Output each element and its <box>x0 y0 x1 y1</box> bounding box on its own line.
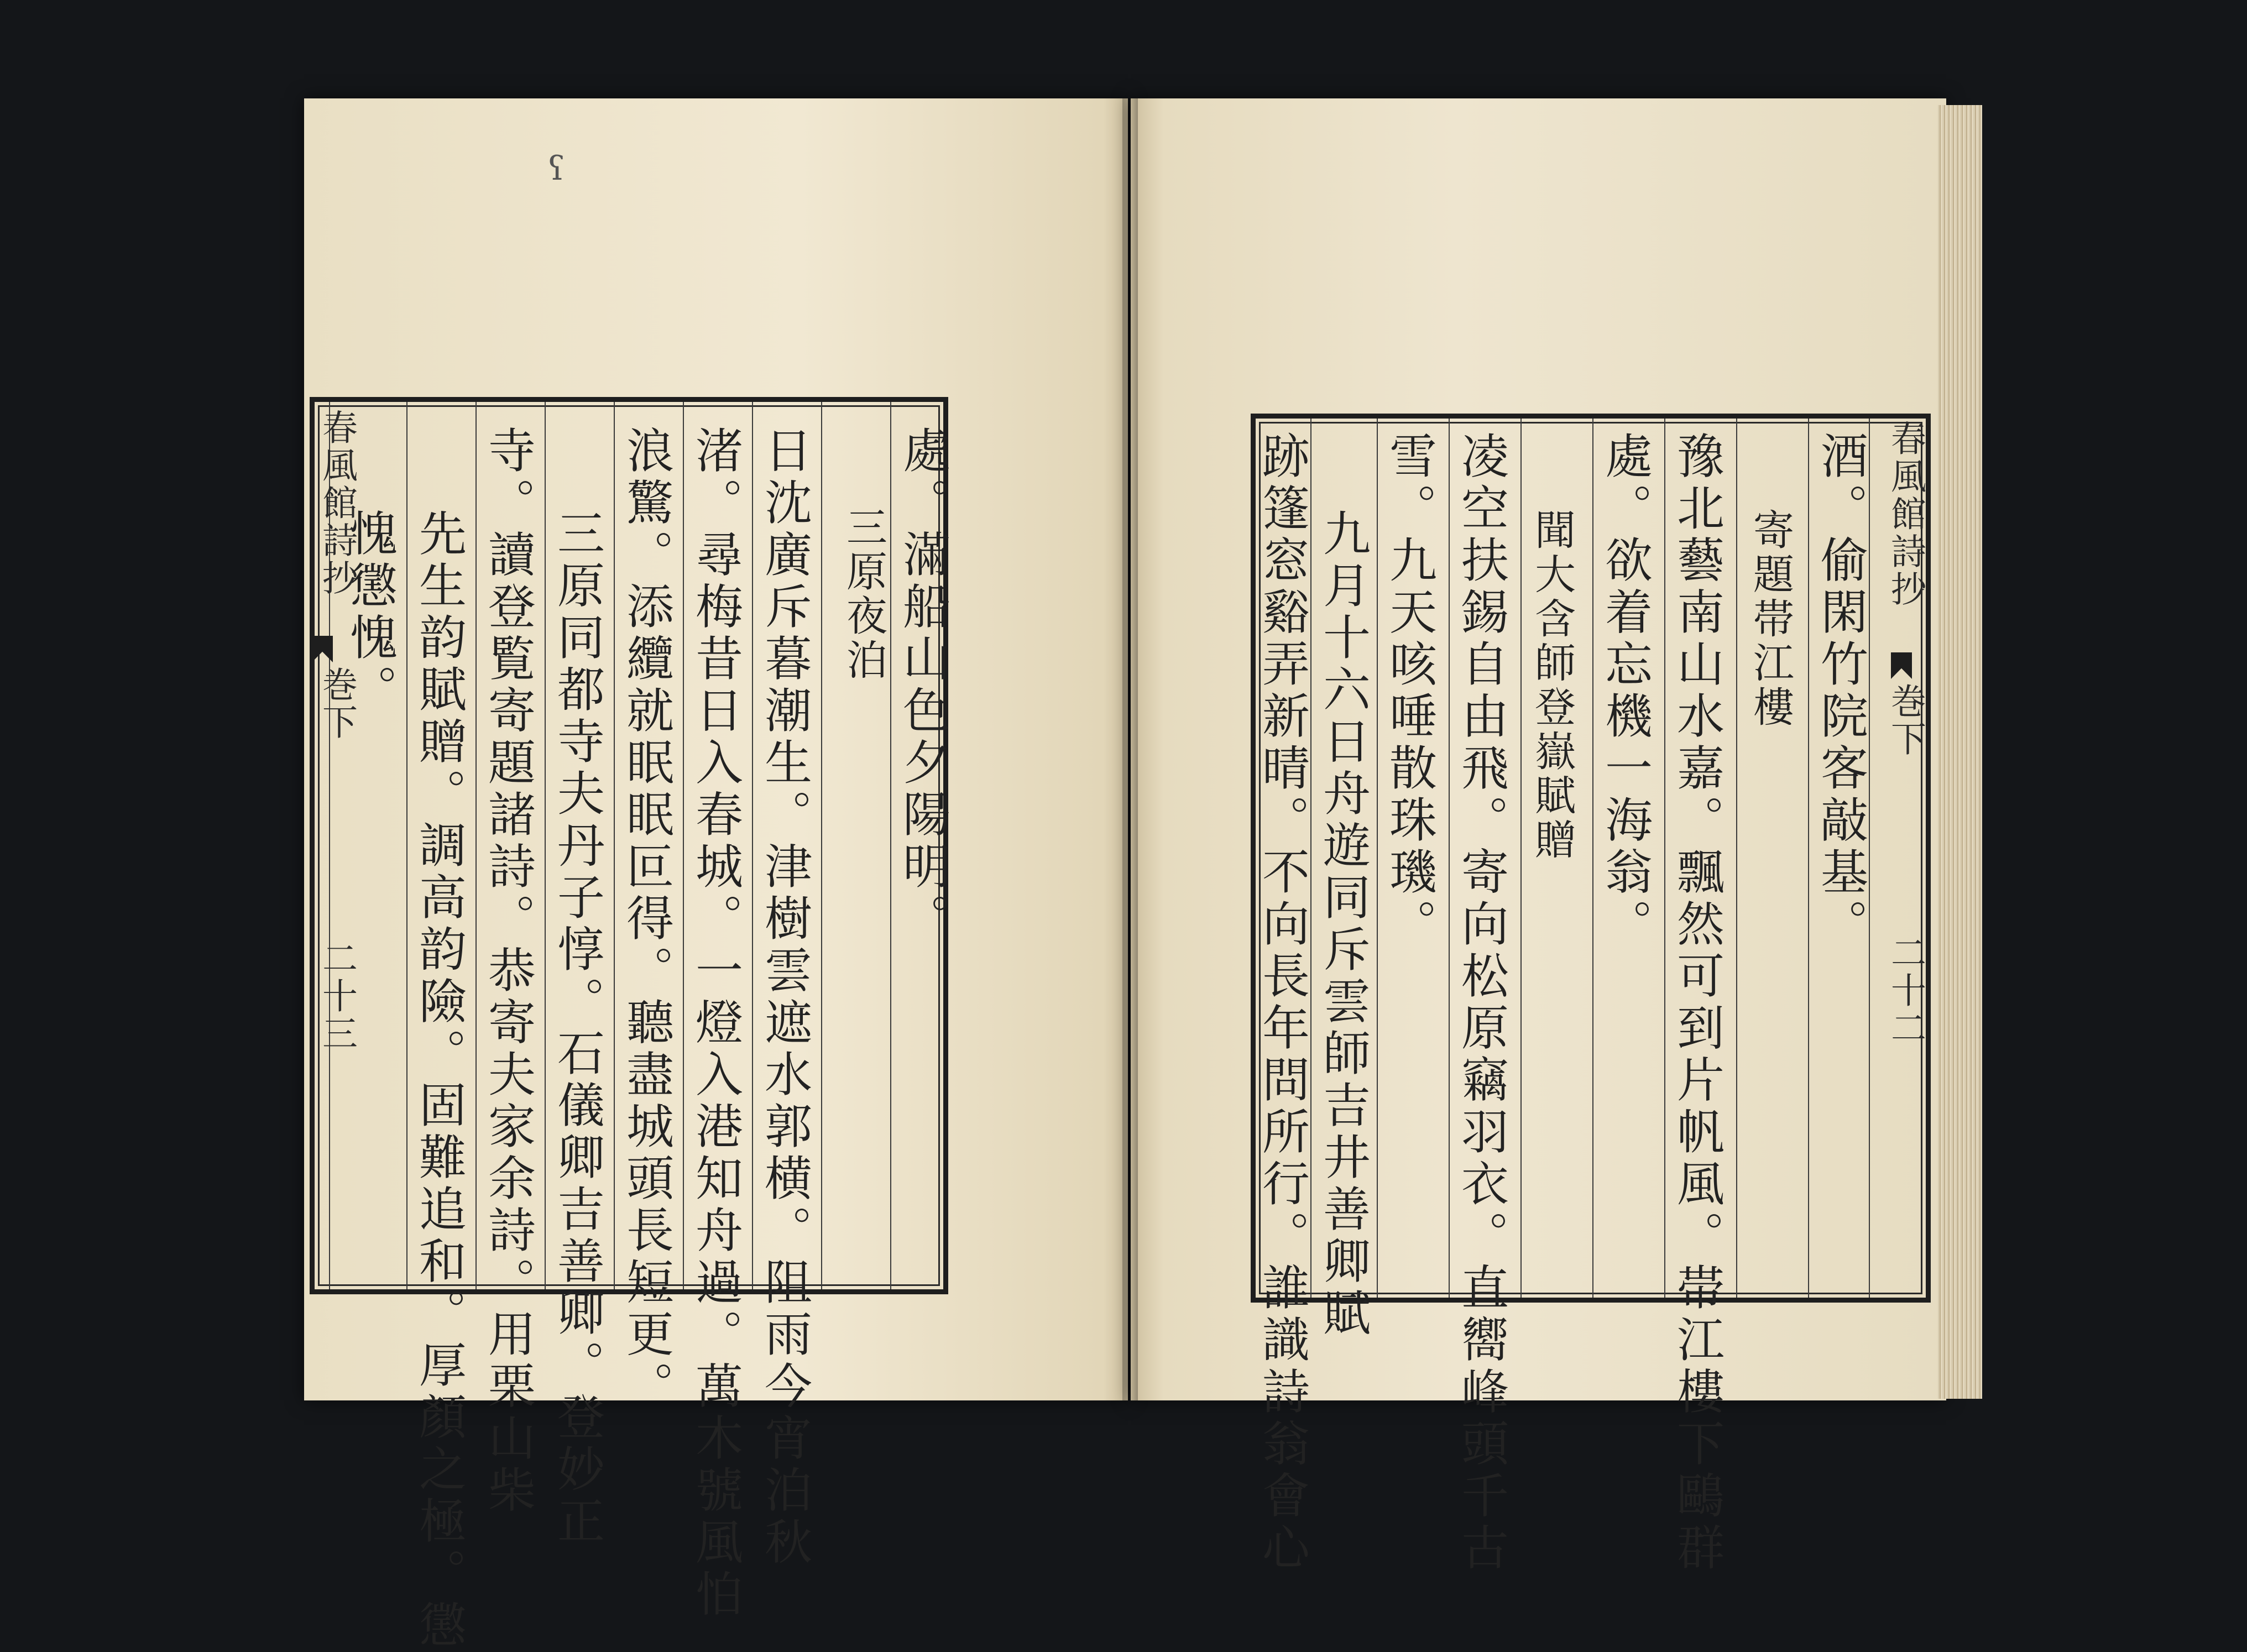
text-column: 跡篷窓谿弄新晴。不向長年問所行。誰識詩翁會心 <box>1254 431 1309 1575</box>
column-rule <box>1736 419 1737 1298</box>
column-rule <box>683 402 684 1289</box>
column-rule <box>475 402 477 1289</box>
column-rule <box>545 402 546 1289</box>
text-column: 酒。偷閑竹院客敲基。 <box>1812 431 1868 951</box>
column-rule <box>1869 419 1870 1298</box>
text-column: 寺。讀登覧寄題諸詩。恭寄夫家余詩。用栗山柴 <box>480 426 535 1517</box>
column-rule <box>821 402 822 1289</box>
column-rule <box>1664 419 1665 1298</box>
right-page-number: 二十二 <box>1885 934 1926 1047</box>
text-column: 渚。尋梅昔日入春城。一燈入港知舟過。萬木號風怕 <box>687 426 743 1621</box>
left-page-number: 二十三 <box>316 940 357 1053</box>
left-margin-title: 春風館詩抄 <box>316 409 357 597</box>
text-column: 豫北藝南山水嘉。飄然可到片帆風。帯江樓下鷗群 <box>1669 431 1724 1575</box>
left-volume: 巻下 <box>316 666 357 741</box>
poem-title: 聞大含師登嶽賦贈 <box>1528 509 1576 862</box>
column-rule <box>1449 419 1450 1298</box>
column-rule <box>1520 419 1522 1298</box>
text-column: 凌空扶錫自由飛。寄向松原竊羽衣。直嚮峰頭千古 <box>1453 431 1508 1575</box>
text-column: 雪。九天咳唾散珠璣。 <box>1381 431 1436 951</box>
column-rule <box>406 402 407 1289</box>
column-rule <box>1310 419 1311 1298</box>
text-column: 先生韵賦贈。調高韵險。固難追和。厚顏之極。懲 <box>411 509 466 1652</box>
column-rule <box>890 402 891 1289</box>
column-rule <box>752 402 753 1289</box>
text-column: 浪驚。添纜就眠眠叵得。聽盡城頭長短更。 <box>618 426 673 1413</box>
column-rule <box>1592 419 1593 1298</box>
text-column: 處。滿船山色夕陽明。 <box>895 426 950 945</box>
column-rule <box>614 402 615 1289</box>
text-column: 處。欲着忘機一海翁。 <box>1597 431 1652 951</box>
page-edges <box>1938 105 1982 1399</box>
poem-title: 三原夜泊 <box>840 506 887 683</box>
right-volume: 巻下 <box>1885 683 1926 758</box>
text-column: 日沈廣斥暮潮生。津樹雲遮水郭横。阻雨今宵泊秋 <box>756 426 812 1569</box>
column-rule <box>1377 419 1378 1298</box>
right-margin-title: 春風館詩抄 <box>1885 420 1926 608</box>
book-gutter <box>1122 98 1138 1400</box>
poem-title: 寄題帯江樓 <box>1747 509 1794 730</box>
paper-mark: ʕ <box>547 149 566 188</box>
column-rule <box>1808 419 1809 1298</box>
text-column: 九月十六日舟遊同斥雲師吉井善卿賦 <box>1315 509 1370 1340</box>
text-column: 三原同都寺夫丹子惇。石儀卿吉善卿。登妙正 <box>549 509 604 1548</box>
text-column: 愧懲愧。 <box>342 509 397 717</box>
